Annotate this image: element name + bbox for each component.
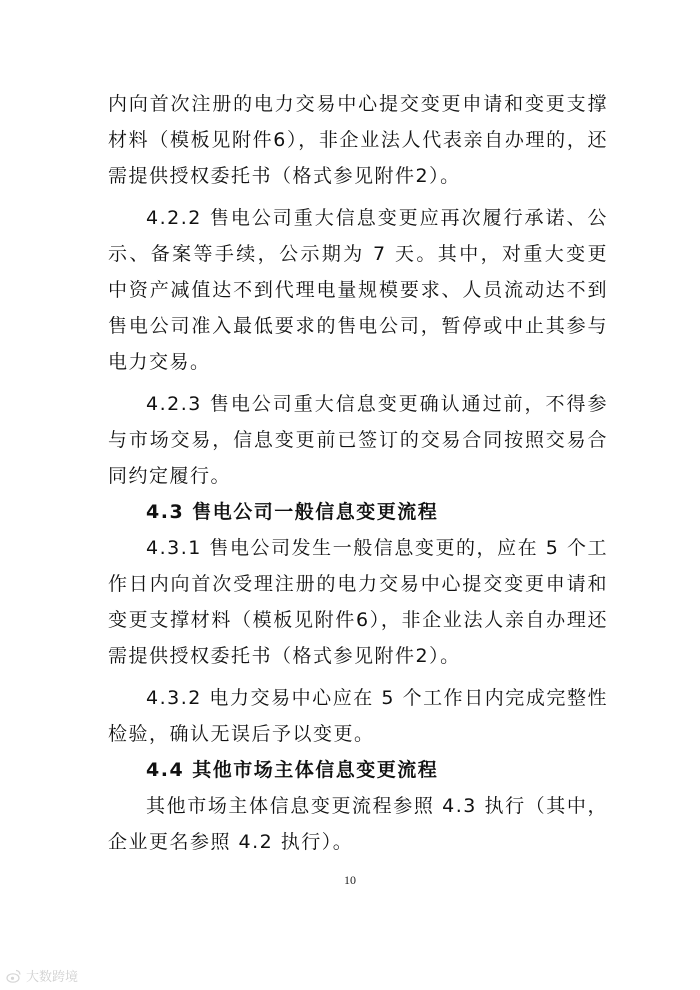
- paragraph-continuation: 内向首次注册的电力交易中心提交变更申请和变更支撑材料（模板见附件6），非企业法人代表亲自办理的，还需提供授权委托书（格式参见附件2）。: [108, 93, 608, 187]
- document-body: [108, 86, 608, 860]
- weibo-icon: [6, 968, 22, 984]
- section-heading-4-3: 4.3 售电公司一般信息变更流程: [146, 501, 439, 523]
- paragraph-4-2-2: 4.2.2 售电公司重大信息变更应再次履行承诺、公示、备案等手续，公示期为 7 天。其中，对重大变更中资产减值达不到代理电量规模要求、人员流动达不到售电公司准入最低要求的售电公司，暂停或中止其参与电力交易。: [108, 207, 608, 373]
- page-number: 10: [344, 873, 356, 887]
- watermark-text: 大数跨境: [26, 970, 79, 985]
- paragraph-4-3-2: 4.3.2 电力交易中心应在 5 个工作日内完成完整性检验，确认无误后予以变更。: [108, 687, 608, 745]
- paragraph-4-4: 其他市场主体信息变更流程参照 4.3 执行（其中，企业更名参照 4.2 执行）。: [108, 795, 608, 853]
- paragraph-4-3-1: 4.3.1 售电公司发生一般信息变更的，应在 5 个工作日内向首次受理注册的电力交易中心提交变更申请和变更支撑材料（模板见附件6），非企业法人亲自办理还需提供授权委托书（格式参见附件2）。: [108, 537, 608, 667]
- section-heading-4-4: 4.4 其他市场主体信息变更流程: [146, 759, 439, 781]
- paragraph-4-2-3: 4.2.3 售电公司重大信息变更确认通过前，不得参与市场交易，信息变更前已签订的交易合同按照交易合同约定履行。: [108, 393, 608, 487]
- watermark: [6, 966, 78, 985]
